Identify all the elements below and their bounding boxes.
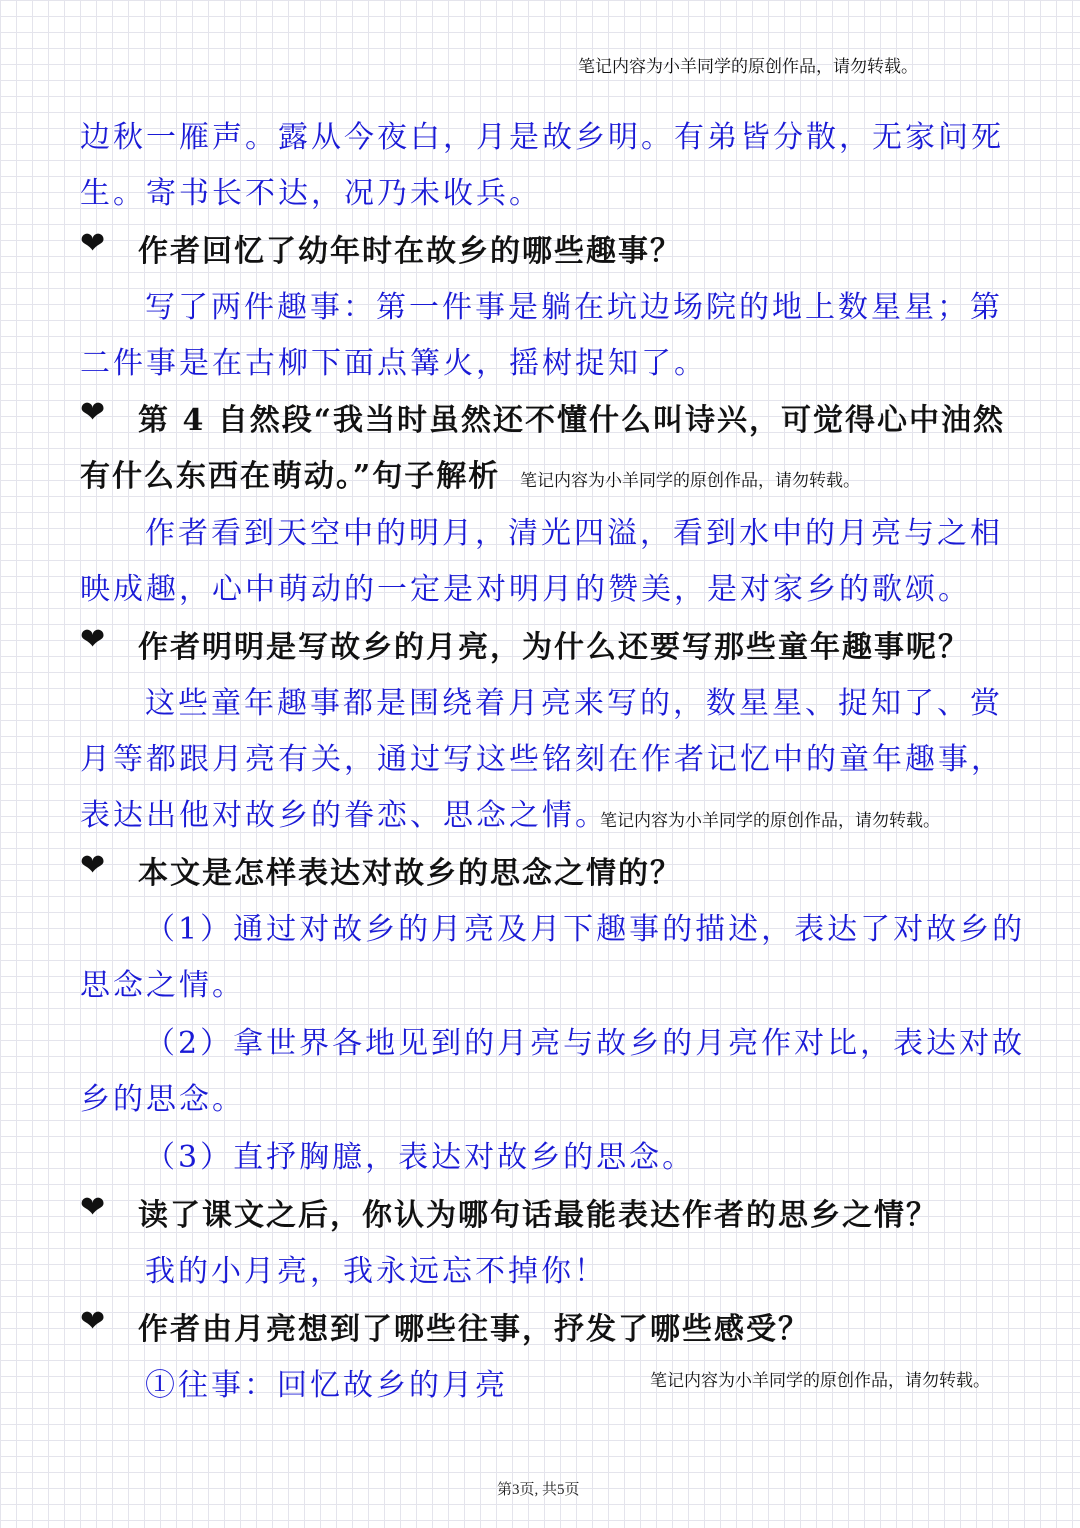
heart-icon: ❤	[80, 848, 106, 883]
answer-line: （3）直抒胸臆，表达对故乡的思念。	[145, 1140, 696, 1175]
watermark-text: 笔记内容为小羊同学的原创作品，请勿转载。	[520, 471, 860, 491]
watermark-text: 笔记内容为小羊同学的原创作品，请勿转载。	[600, 811, 940, 831]
poem-line: 生。寄书长不达，况乃未收兵。	[80, 176, 542, 211]
poem-line: 边秋一雁声。露从今夜白，月是故乡明。有弟皆分散，无家问死	[80, 120, 1004, 155]
answer-line: 二件事是在古柳下面点篝火，摇树捉知了。	[80, 346, 707, 381]
heart-icon: ❤	[80, 1304, 106, 1339]
heart-icon: ❤	[80, 1190, 106, 1225]
heart-icon: ❤	[80, 226, 106, 261]
question-heading: 作者明明是写故乡的月亮，为什么还要写那些童年趣事呢？	[138, 630, 970, 665]
answer-line: ①往事：回忆故乡的月亮	[145, 1368, 508, 1403]
question-heading: 第 4 自然段“我当时虽然还不懂什么叫诗兴，可觉得心中油然	[138, 403, 1006, 438]
answer-line: 写了两件趣事：第一件事是躺在坑边场院的地上数星星；第	[145, 290, 1003, 325]
heart-icon: ❤	[80, 622, 106, 657]
answer-line: 月等都跟月亮有关，通过写这些铭刻在作者记忆中的童年趣事，	[80, 742, 1004, 777]
answer-line: （2）拿世界各地见到的月亮与故乡的月亮作对比，表达对故	[145, 1026, 1026, 1061]
answer-line: 映成趣，心中萌动的一定是对明月的赞美，是对家乡的歌颂。	[80, 572, 971, 607]
question-heading: 作者回忆了幼年时在故乡的哪些趣事？	[138, 234, 682, 269]
watermark-text: 笔记内容为小羊同学的原创作品，请勿转载。	[650, 1371, 990, 1391]
answer-line: 我的小月亮，我永远忘不掉你！	[145, 1254, 607, 1289]
question-heading: 有什么东西在萌动。”句子解析	[80, 459, 501, 494]
answer-line: （1）通过对故乡的月亮及月下趣事的描述，表达了对故乡的	[145, 912, 1026, 947]
answer-line: 这些童年趣事都是围绕着月亮来写的，数星星、捉知了、赏	[145, 686, 1003, 721]
watermark-text: 笔记内容为小羊同学的原创作品，请勿转载。	[578, 57, 918, 77]
heart-icon: ❤	[80, 395, 106, 430]
question-heading: 作者由月亮想到了哪些往事，抒发了哪些感受？	[138, 1312, 810, 1347]
answer-line: 乡的思念。	[80, 1082, 245, 1117]
answer-line: 作者看到天空中的明月，清光四溢，看到水中的月亮与之相	[145, 516, 1003, 551]
answer-line: 表达出他对故乡的眷恋、思念之情。	[80, 798, 608, 833]
question-heading: 本文是怎样表达对故乡的思念之情的？	[138, 856, 682, 891]
answer-line: 思念之情。	[80, 968, 245, 1003]
question-heading: 读了课文之后，你认为哪句话最能表达作者的思乡之情？	[138, 1198, 938, 1233]
page-number: 第3页, 共5页	[497, 1482, 580, 1498]
